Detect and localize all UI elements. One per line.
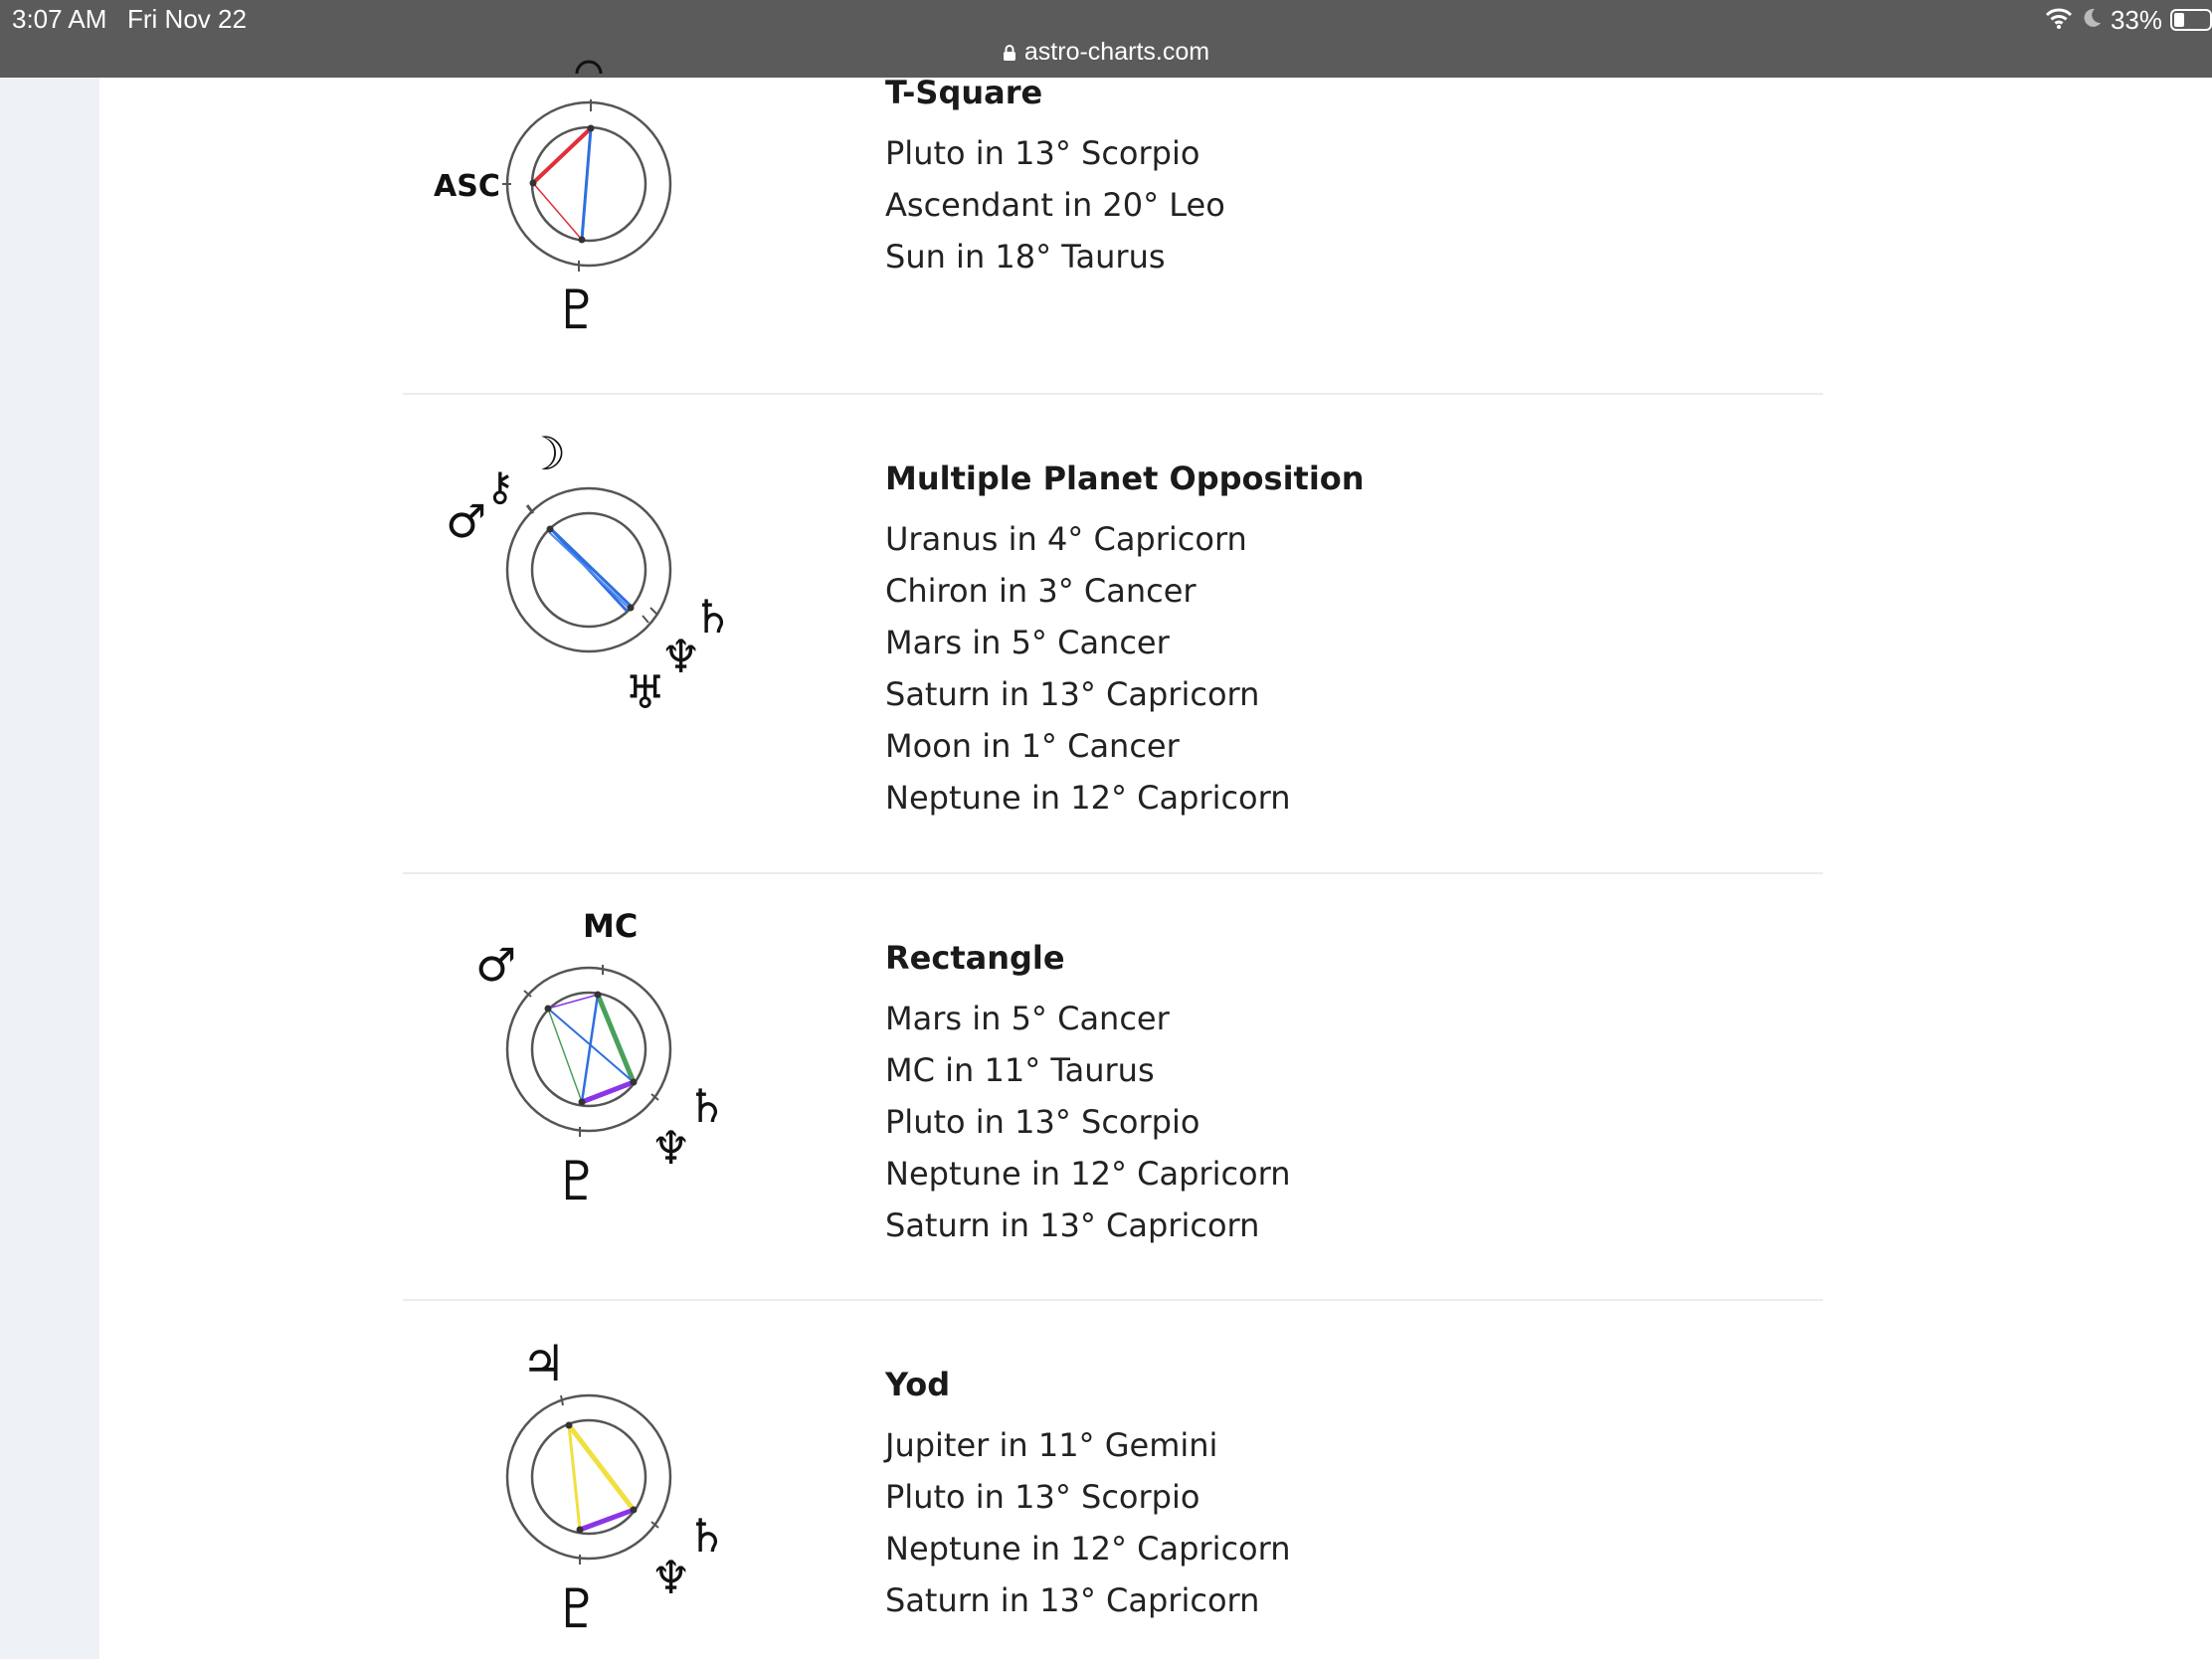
pattern-item: Uranus in 4° Capricorn bbox=[885, 520, 1247, 558]
mars-glyph: ♂ bbox=[475, 938, 517, 992]
saturn-glyph: ♄ bbox=[686, 1509, 728, 1563]
uranus-glyph: ♅ bbox=[625, 665, 666, 716]
yod-chart bbox=[467, 1318, 736, 1641]
pattern-item: Pluto in 13° Scorpio bbox=[885, 134, 1200, 172]
pattern-item: Chiron in 3° Cancer bbox=[885, 572, 1197, 610]
neptune-glyph: ♆ bbox=[660, 630, 702, 683]
address-bar[interactable] bbox=[0, 38, 2212, 69]
chiron-glyph: ⚷ bbox=[485, 464, 515, 510]
divider bbox=[403, 393, 1823, 395]
battery-icon bbox=[2170, 9, 2212, 31]
pattern-item: MC in 11° Taurus bbox=[885, 1051, 1155, 1089]
pattern-title: Yod bbox=[885, 1366, 951, 1403]
opposition-chart bbox=[438, 418, 736, 716]
pattern-item: Mars in 5° Cancer bbox=[885, 1000, 1170, 1037]
status-date: Fri Nov 22 bbox=[127, 4, 247, 34]
pattern-item: Moon in 1° Cancer bbox=[885, 727, 1180, 765]
status-bar bbox=[0, 0, 2212, 78]
pattern-item: Saturn in 13° Capricorn bbox=[885, 1581, 1260, 1619]
saturn-glyph: ♄ bbox=[686, 1079, 728, 1133]
pattern-item: Ascendant in 20° Leo bbox=[885, 186, 1225, 224]
pluto-glyph: ♇ bbox=[553, 1577, 602, 1640]
neptune-glyph: ♆ bbox=[650, 1121, 692, 1175]
page-margin bbox=[0, 78, 99, 1659]
pattern-item: Neptune in 12° Capricorn bbox=[885, 779, 1291, 817]
pattern-item: Neptune in 12° Capricorn bbox=[885, 1530, 1291, 1567]
pluto-glyph: ♇ bbox=[553, 278, 602, 341]
pluto-glyph: ♇ bbox=[553, 1150, 602, 1212]
moon-glyph: ☽ bbox=[525, 427, 567, 480]
rectangle-chart bbox=[467, 895, 736, 1213]
url-text: astro-charts.com bbox=[1023, 38, 1210, 66]
pattern-item: Pluto in 13° Scorpio bbox=[885, 1478, 1200, 1516]
mc-label: MC bbox=[583, 907, 639, 945]
battery-percent: 33% bbox=[2110, 4, 2162, 35]
divider bbox=[403, 1299, 1823, 1301]
status-time: 3:07 AM bbox=[12, 4, 107, 34]
status-indicators bbox=[2045, 4, 2212, 36]
pattern-item: Neptune in 12° Capricorn bbox=[885, 1155, 1291, 1193]
pattern-item: Jupiter in 11° Gemini bbox=[885, 1426, 1218, 1464]
pattern-title: Rectangle bbox=[885, 939, 1065, 977]
pattern-title: T-Square bbox=[885, 74, 1043, 111]
pattern-item: Saturn in 13° Capricorn bbox=[885, 675, 1260, 713]
t-square-chart bbox=[418, 60, 736, 348]
pattern-item: Sun in 18° Taurus bbox=[885, 238, 1166, 276]
mars-glyph: ♂ bbox=[446, 494, 487, 548]
pattern-title: Multiple Planet Opposition bbox=[885, 460, 1365, 497]
divider bbox=[403, 872, 1823, 874]
wifi-icon bbox=[2045, 5, 2073, 36]
jupiter-glyph: ♃ bbox=[521, 1335, 566, 1392]
asc-label: ASC bbox=[434, 169, 500, 204]
pattern-item: Mars in 5° Cancer bbox=[885, 624, 1170, 661]
lock-icon bbox=[1003, 40, 1016, 69]
pattern-item: Saturn in 13° Capricorn bbox=[885, 1206, 1260, 1244]
saturn-glyph: ♄ bbox=[692, 590, 734, 644]
moon-icon bbox=[2081, 5, 2103, 36]
neptune-glyph: ♆ bbox=[650, 1551, 692, 1604]
pattern-item: Pluto in 13° Scorpio bbox=[885, 1103, 1200, 1141]
